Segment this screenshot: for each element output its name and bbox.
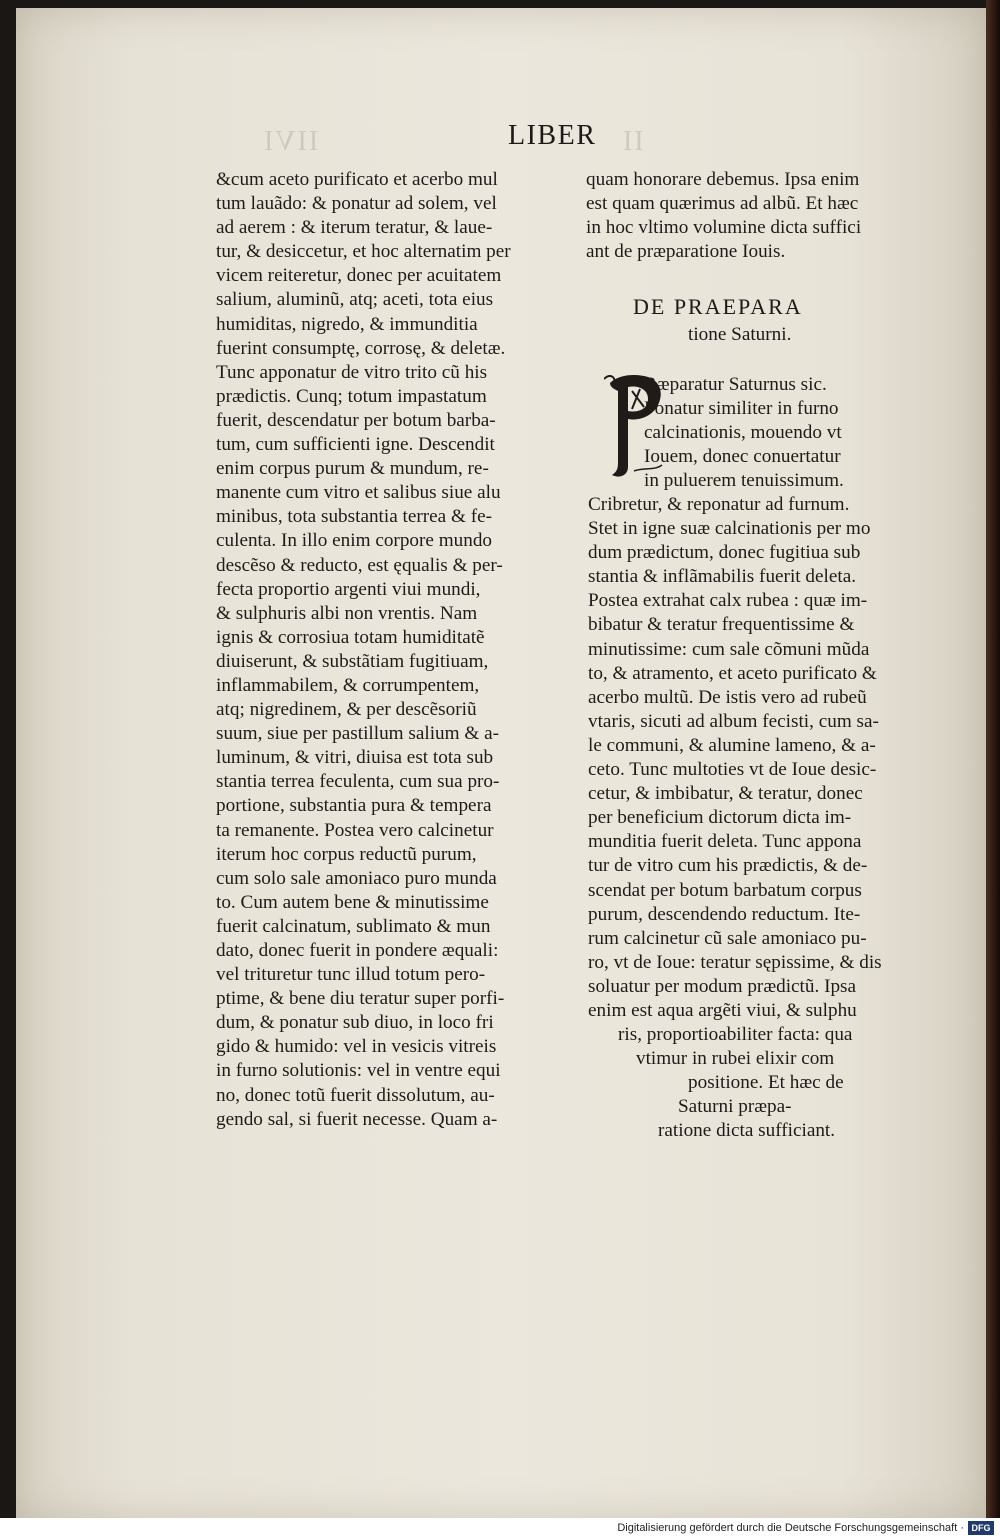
text-line: tur de vitro cum his prædictis, & de- bbox=[588, 855, 868, 877]
text-line: cetur, & imbibatur, & teratur, donec bbox=[588, 783, 863, 805]
text-line: Stet in igne suæ calcinationis per mo bbox=[588, 518, 871, 540]
text-line: tur, & desiccetur, et hoc alternatim per bbox=[216, 241, 511, 263]
text-line: Saturni præpa- bbox=[678, 1096, 792, 1118]
text-line: fuerit, descendatur per botum barba- bbox=[216, 409, 496, 431]
text-line: iterum hoc corpus reductũ purum, bbox=[216, 843, 477, 865]
initial-letter: P bbox=[634, 441, 635, 442]
text-line: positione. Et hæc de bbox=[688, 1072, 844, 1094]
footer-credit: Digitalisierung gefördert durch die Deutsche Forschungsgemeinschaft · bbox=[617, 1522, 964, 1534]
text-line: ceto. Tunc multoties vt de Ioue desic- bbox=[588, 759, 877, 781]
text-line: enim corpus purum & mundum, re- bbox=[216, 458, 489, 480]
footer-bar bbox=[0, 1518, 1000, 1538]
section-heading-sub: tione Saturni. bbox=[688, 324, 792, 345]
text-line: Postea extrahat calx rubea : quæ im- bbox=[588, 590, 868, 612]
text-line: tum lauãdo: & ponatur ad solem, vel bbox=[216, 193, 497, 215]
text-line: minibus, tota substantia terrea & fe- bbox=[216, 506, 493, 528]
bleed-through-header: IIVI bbox=[262, 126, 319, 157]
text-line: stantia & inflãmabilis fuerit deleta. bbox=[588, 566, 857, 588]
text-line: luminum, & vitri, diuisa est tota sub bbox=[216, 747, 494, 769]
text-line: tum, cum sufficienti igne. Descendit bbox=[216, 434, 495, 456]
text-line: in furno solutionis: vel in ventre equi bbox=[216, 1060, 501, 1082]
text-line: Cribretur, & reponatur ad furnum. bbox=[588, 494, 850, 515]
left-column bbox=[216, 168, 576, 1132]
text-line: cum solo sale amoniaco puro munda bbox=[216, 867, 497, 889]
text-line: rum calcinetur cũ sale amoniaco pu- bbox=[588, 927, 867, 949]
text-line: Ponatur similiter in furno bbox=[644, 398, 839, 420]
text-line: dum prædictum, donec fugitiua sub bbox=[588, 542, 861, 564]
text-line: atq; nigredinem, & per descẽsoriũ bbox=[216, 699, 477, 721]
text-line: prædictis. Cunq; totum impastatum bbox=[216, 385, 487, 407]
text-line: soluatur per modum prædictũ. Ipsa bbox=[588, 975, 857, 997]
text-line: portione, substantia pura & tempera bbox=[216, 795, 492, 817]
text-line: manente cum vitro et salibus siue alu bbox=[216, 482, 501, 504]
text-line: descẽso & reducto, est ęqualis & per- bbox=[216, 554, 503, 576]
text-line: stantia terrea feculenta, cum sua pro- bbox=[216, 771, 500, 793]
text-line: suum, siue per pastillum salium & a- bbox=[216, 723, 499, 745]
running-head: LIBER bbox=[508, 120, 597, 151]
binding-edge bbox=[986, 0, 1000, 1538]
text-line: acerbo multũ. De istis vero ad rubeũ bbox=[588, 686, 867, 708]
text-line: in hoc vltimo volumine dicta suffici bbox=[586, 217, 862, 239]
text-line: & sulphuris albi non vrentis. Nam bbox=[216, 602, 478, 624]
text-line: dato, donec fuerit in pondere æquali: bbox=[216, 940, 499, 961]
text-line: vel trituretur tunc illud totum pero- bbox=[216, 964, 486, 986]
text-line: enim est aqua argẽti viui, & sulphu bbox=[588, 999, 857, 1021]
text-line: per beneficium dictorum dicta im- bbox=[588, 807, 852, 829]
text-line: scendat per botum barbatum corpus bbox=[588, 879, 862, 901]
text-line: humiditas, nigredo, & immunditia bbox=[216, 313, 478, 335]
text-line: ad aerem : & iterum teratur, & laue- bbox=[216, 217, 493, 239]
text-line: minutissime: cum sale cõmuni mũda bbox=[588, 638, 870, 660]
text-line: no, donec totũ fuerit dissolutum, au- bbox=[216, 1084, 495, 1106]
text-line: est quam quærimus ad albũ. Et hæc bbox=[586, 193, 859, 215]
text-line: to, & atramento, et aceto purificato & bbox=[588, 662, 877, 684]
text-line: le communi, & alumine lameno, & a- bbox=[588, 734, 876, 756]
text-line: gendo sal, si fuerit necesse. Quam a- bbox=[216, 1108, 498, 1130]
text-line: ro, vt de Ioue: teratur sępissime, & dis bbox=[588, 951, 882, 973]
text-line: Ræparatur Saturnus sic. bbox=[644, 374, 827, 395]
text-line: vicem reiteretur, donec per acuitatem bbox=[216, 265, 502, 287]
text-line: salium, aluminũ, atq; aceti, tota eius bbox=[216, 289, 494, 311]
right-column-body bbox=[588, 493, 882, 1144]
text-line: ptime, & bene diu teratur super porfi- bbox=[216, 988, 505, 1010]
text-line: ta remanente. Postea vero calcinetur bbox=[216, 819, 494, 841]
text-line: ant de præparatione Iouis. bbox=[586, 241, 786, 263]
text-line: fecta proportio argenti viui mundi, bbox=[216, 578, 481, 600]
text-line: vtimur in rubei elixir com bbox=[636, 1048, 835, 1070]
bleed-through-header-right: II bbox=[621, 126, 644, 157]
text-line: in puluerem tenuissimum. bbox=[644, 470, 844, 492]
text-line: Tunc apponatur de vitro trito cũ his bbox=[216, 361, 488, 383]
text-line: munditia fuerit deleta. Tunc appona bbox=[588, 831, 862, 853]
text-line: vtaris, sicuti ad album fecisti, cum sa- bbox=[588, 710, 879, 732]
text-line: fuerint consumptę, corrosę, & deletæ. bbox=[216, 337, 506, 359]
text-line: bibatur & teratur frequentissime & bbox=[588, 614, 855, 636]
text-line: &cum aceto purificato et acerbo mul bbox=[216, 169, 498, 190]
text-line: culenta. In illo enim corpore mundo bbox=[216, 530, 493, 552]
section-heading: DE PRAEPARA bbox=[633, 294, 803, 319]
text-line: dum, & ponatur sub diuo, in loco fri bbox=[216, 1012, 494, 1034]
book-page bbox=[16, 8, 986, 1520]
text-line: ignis & corrosiua totam humiditatẽ bbox=[216, 626, 485, 648]
text-line: ratione dicta sufficiant. bbox=[658, 1120, 836, 1142]
right-column-top bbox=[586, 168, 956, 264]
right-column-initial-lines bbox=[588, 373, 844, 493]
text-line: calcinationis, mouendo vt bbox=[644, 422, 842, 444]
text-line: quam honorare debemus. Ipsa enim bbox=[586, 169, 860, 190]
dfg-logo: DFG bbox=[968, 1521, 994, 1535]
text-line: inflammabilem, & corrumpentem, bbox=[216, 674, 480, 696]
text-line: diuiserunt, & substãtiam fugitiuam, bbox=[216, 650, 489, 672]
text-line: to. Cum autem bene & minutissime bbox=[216, 891, 489, 913]
text-line: ris, proportioabiliter facta: qua bbox=[618, 1024, 853, 1046]
text-line: fuerit calcinatum, sublimato & mun bbox=[216, 915, 491, 937]
text-line: Iouem, donec conuertatur bbox=[644, 446, 841, 468]
text-line: gido & humido: vel in vesicis vitreis bbox=[216, 1036, 497, 1058]
text-line: purum, descendendo reductum. Ite- bbox=[588, 903, 861, 925]
